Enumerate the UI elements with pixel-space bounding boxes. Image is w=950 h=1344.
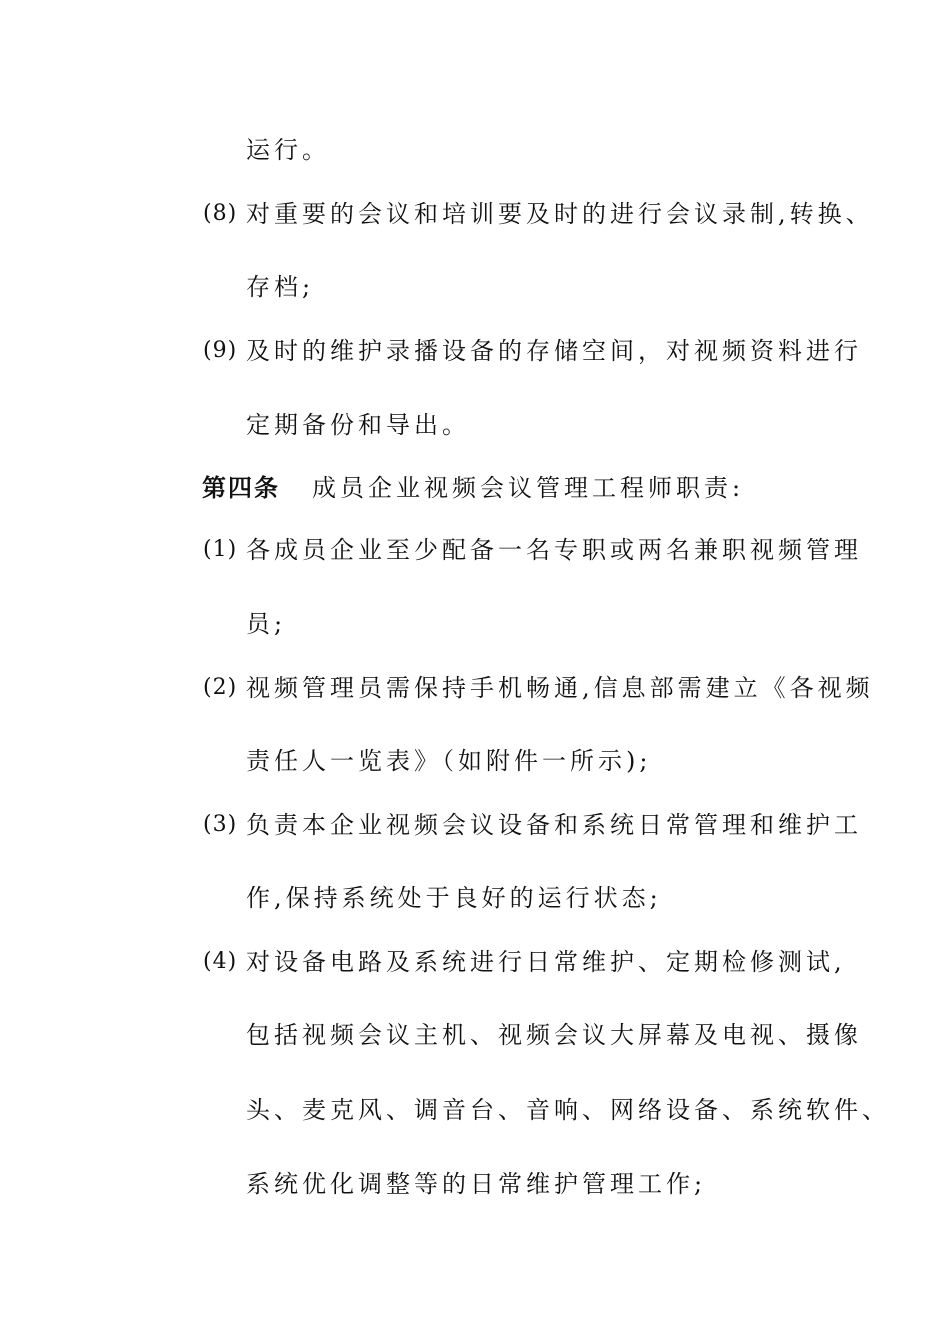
duty-4-line-1: 对设备电路及系统进行日常维护、定期检修测试,	[246, 948, 846, 976]
item-8-number: (8)	[203, 201, 238, 226]
duty-1-number: (1)	[203, 537, 238, 562]
duty-4-line-4: 系统优化调整等的日常维护管理工作;	[246, 1170, 707, 1198]
item-9-line-2: 定期备份和导出。	[246, 411, 470, 439]
duty-4-number: (4)	[203, 949, 238, 974]
duty-3-number: (3)	[203, 812, 238, 837]
item-8-line-1: 对重要的会议和培训要及时的进行会议录制,转换、	[246, 200, 874, 228]
item-7-continuation: 运行。	[246, 136, 330, 164]
duty-3-line-1: 负责本企业视频会议设备和系统日常管理和维护工	[246, 811, 862, 839]
article-title: 成员企业视频会议管理工程师职责:	[312, 474, 745, 502]
duty-2-line-1: 视频管理员需保持手机畅通,信息部需建立《各视频	[246, 674, 874, 702]
duty-1-line-2: 员;	[246, 610, 287, 638]
duty-4-line-3: 头、麦克风、调音台、音响、网络设备、系统软件、	[246, 1096, 890, 1124]
item-9-line-1: 及时的维护录播设备的存储空间，对视频资料进行	[246, 337, 862, 365]
duty-4-line-2: 包括视频会议主机、视频会议大屏幕及电视、摄像	[246, 1021, 862, 1049]
item-8-line-2: 存档;	[246, 273, 315, 301]
duty-3-line-2: 作,保持系统处于良好的运行状态;	[246, 884, 662, 912]
duty-2-line-2: 责任人一览表》（如附件一所示);	[246, 747, 652, 775]
item-9-number: (9)	[203, 338, 238, 363]
duty-2-number: (2)	[203, 675, 238, 700]
duty-1-line-1: 各成员企业至少配备一名专职或两名兼职视频管理	[246, 536, 862, 564]
article-label: 第四条	[202, 473, 280, 502]
